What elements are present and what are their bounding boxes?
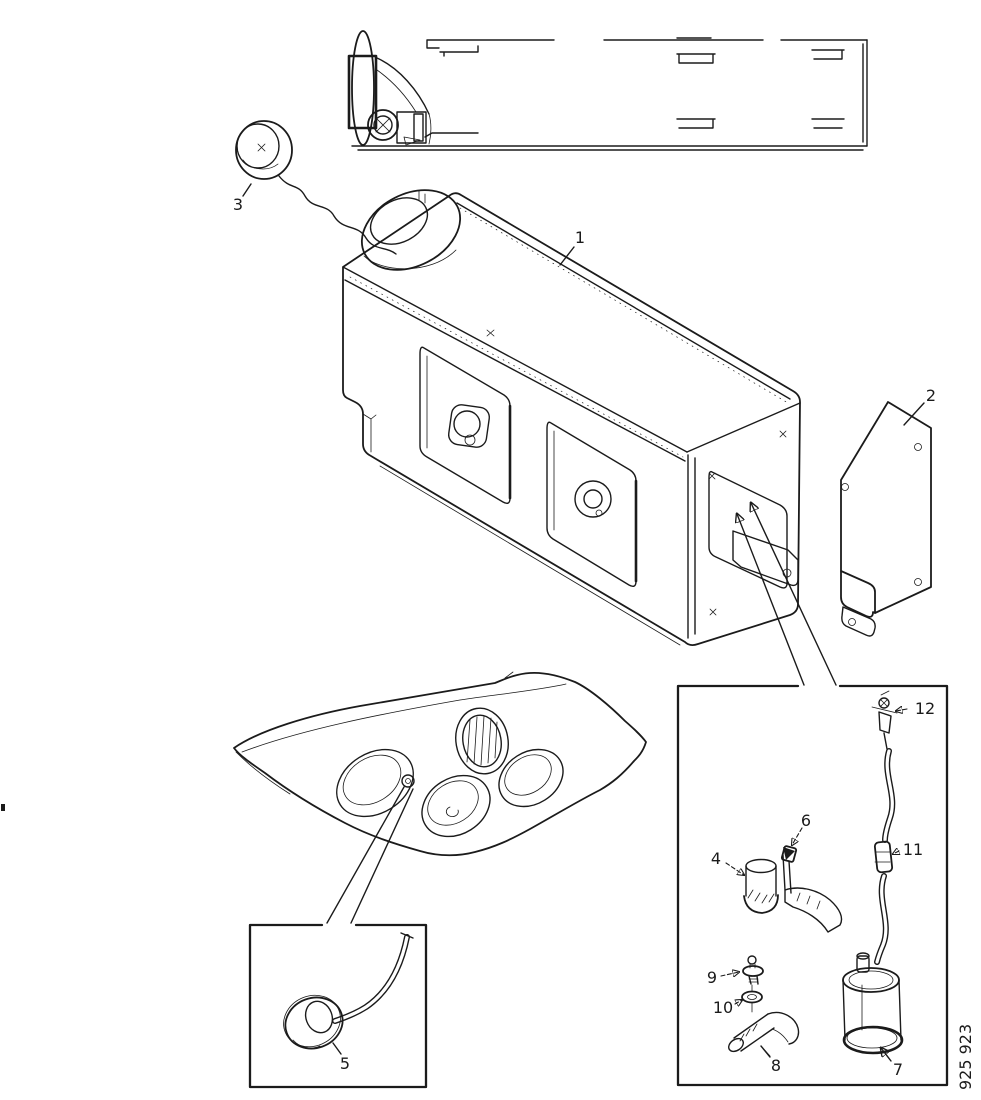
vent-oval [451, 704, 514, 778]
tank-end-recess [487, 330, 798, 615]
hose-connector [874, 841, 892, 872]
stray-mark [1, 804, 5, 811]
hose [335, 933, 413, 1021]
callout-11: 11 [902, 840, 924, 859]
callout-6: 6 [800, 811, 812, 830]
mounting-plate [841, 402, 931, 636]
pump [843, 953, 902, 1053]
nozzle-fitting [743, 956, 763, 984]
tank-front-recess-right [547, 422, 636, 586]
footer-code: 925 923 [956, 1023, 975, 1090]
filter-cup [744, 860, 778, 914]
callout-7: 7 [892, 1060, 904, 1079]
breather-fitting [872, 691, 897, 749]
washer [742, 992, 762, 1003]
fuel-tank [343, 174, 800, 645]
callout-8: 8 [770, 1056, 782, 1075]
callout-5: 5 [339, 1054, 351, 1073]
clamp-bracket [781, 846, 841, 932]
callout-4: 4 [710, 849, 722, 868]
filler-neck [348, 174, 473, 285]
callouts [233, 195, 936, 1079]
callout-9: 9 [706, 968, 718, 987]
callout-3: 3 [232, 195, 244, 214]
callout-12: 12 [914, 699, 936, 718]
inset-grommet [250, 925, 426, 1087]
callout-10: 10 [712, 998, 734, 1017]
elbow-fitting [726, 1012, 798, 1056]
callout-1: 1 [574, 228, 586, 247]
console-panel [234, 672, 646, 923]
chassis-schematic [349, 31, 867, 150]
tank-front-recess-left [420, 347, 510, 503]
callout-2: 2 [925, 386, 937, 405]
